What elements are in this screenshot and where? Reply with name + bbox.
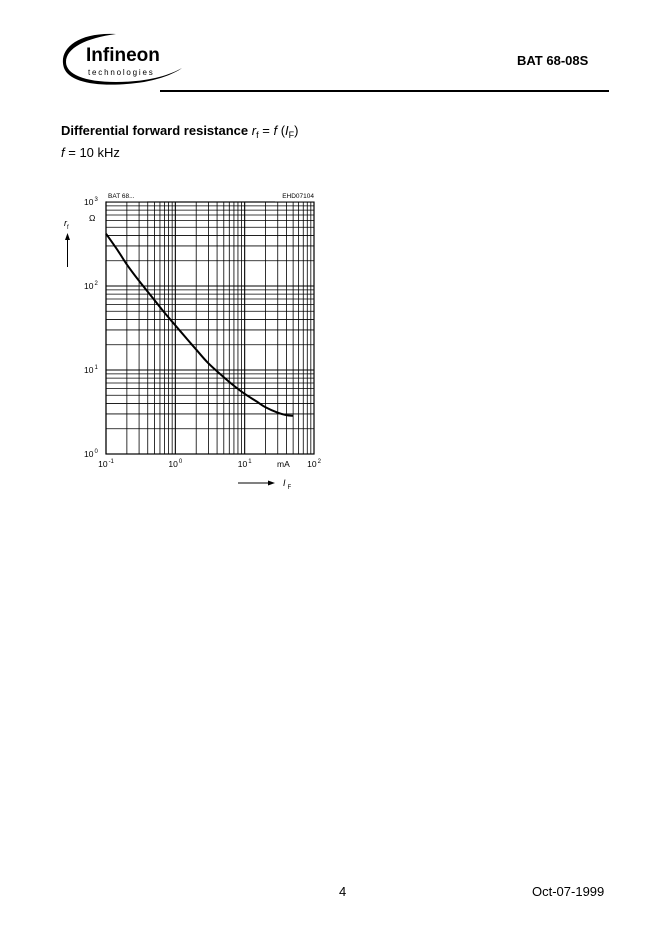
x-axis-unit: mA — [277, 459, 290, 469]
x-tick-label: $10^0$ — [168, 459, 183, 469]
infineon-logo — [56, 30, 188, 92]
y-axis-arrow — [65, 233, 70, 267]
y-tick-labels — [84, 197, 98, 459]
x-tick-label: $10^{-1}$ — [98, 459, 114, 469]
x-axis-label: I $_F$ — [283, 478, 292, 491]
section-title-formula: $r_f = f$ $(I_F)$ — [251, 123, 299, 140]
x-tick-label: $10^1$ — [237, 459, 252, 469]
y-tick-label: $10^0$ — [84, 449, 98, 459]
section-title — [61, 123, 299, 140]
condition-variable: f — [61, 145, 65, 160]
chart-tag-left: BAT 68... — [108, 193, 135, 200]
y-axis-label: $r_f$ — [64, 218, 69, 231]
y-tick-label: $10^1$ — [84, 365, 98, 375]
grid-minor — [106, 202, 314, 454]
grid-major — [106, 202, 314, 454]
y-tick-label: $10^3$ — [84, 197, 98, 207]
y-tick-label: $10^2$ — [84, 281, 98, 291]
document-date: Oct-07-1999 — [532, 884, 605, 899]
resistance-chart — [55, 188, 330, 498]
logo-brand: Infineon — [86, 45, 160, 66]
y-axis-unit: Ω — [89, 213, 96, 223]
condition-value: = 10 kHz — [68, 145, 120, 160]
chart-tag-right: EHD07104 — [282, 193, 314, 200]
x-axis-arrow — [238, 481, 275, 486]
section-title-text: Differential forward resistance — [61, 123, 249, 138]
header-rule — [160, 90, 609, 92]
x-tick-label: $10^2$ — [307, 459, 321, 469]
page-number: 4 — [339, 884, 347, 899]
measurement-condition — [61, 145, 120, 160]
logo-tagline: technologies — [88, 68, 155, 77]
plot-frame — [106, 202, 314, 454]
part-number: BAT 68-08S — [517, 53, 589, 68]
